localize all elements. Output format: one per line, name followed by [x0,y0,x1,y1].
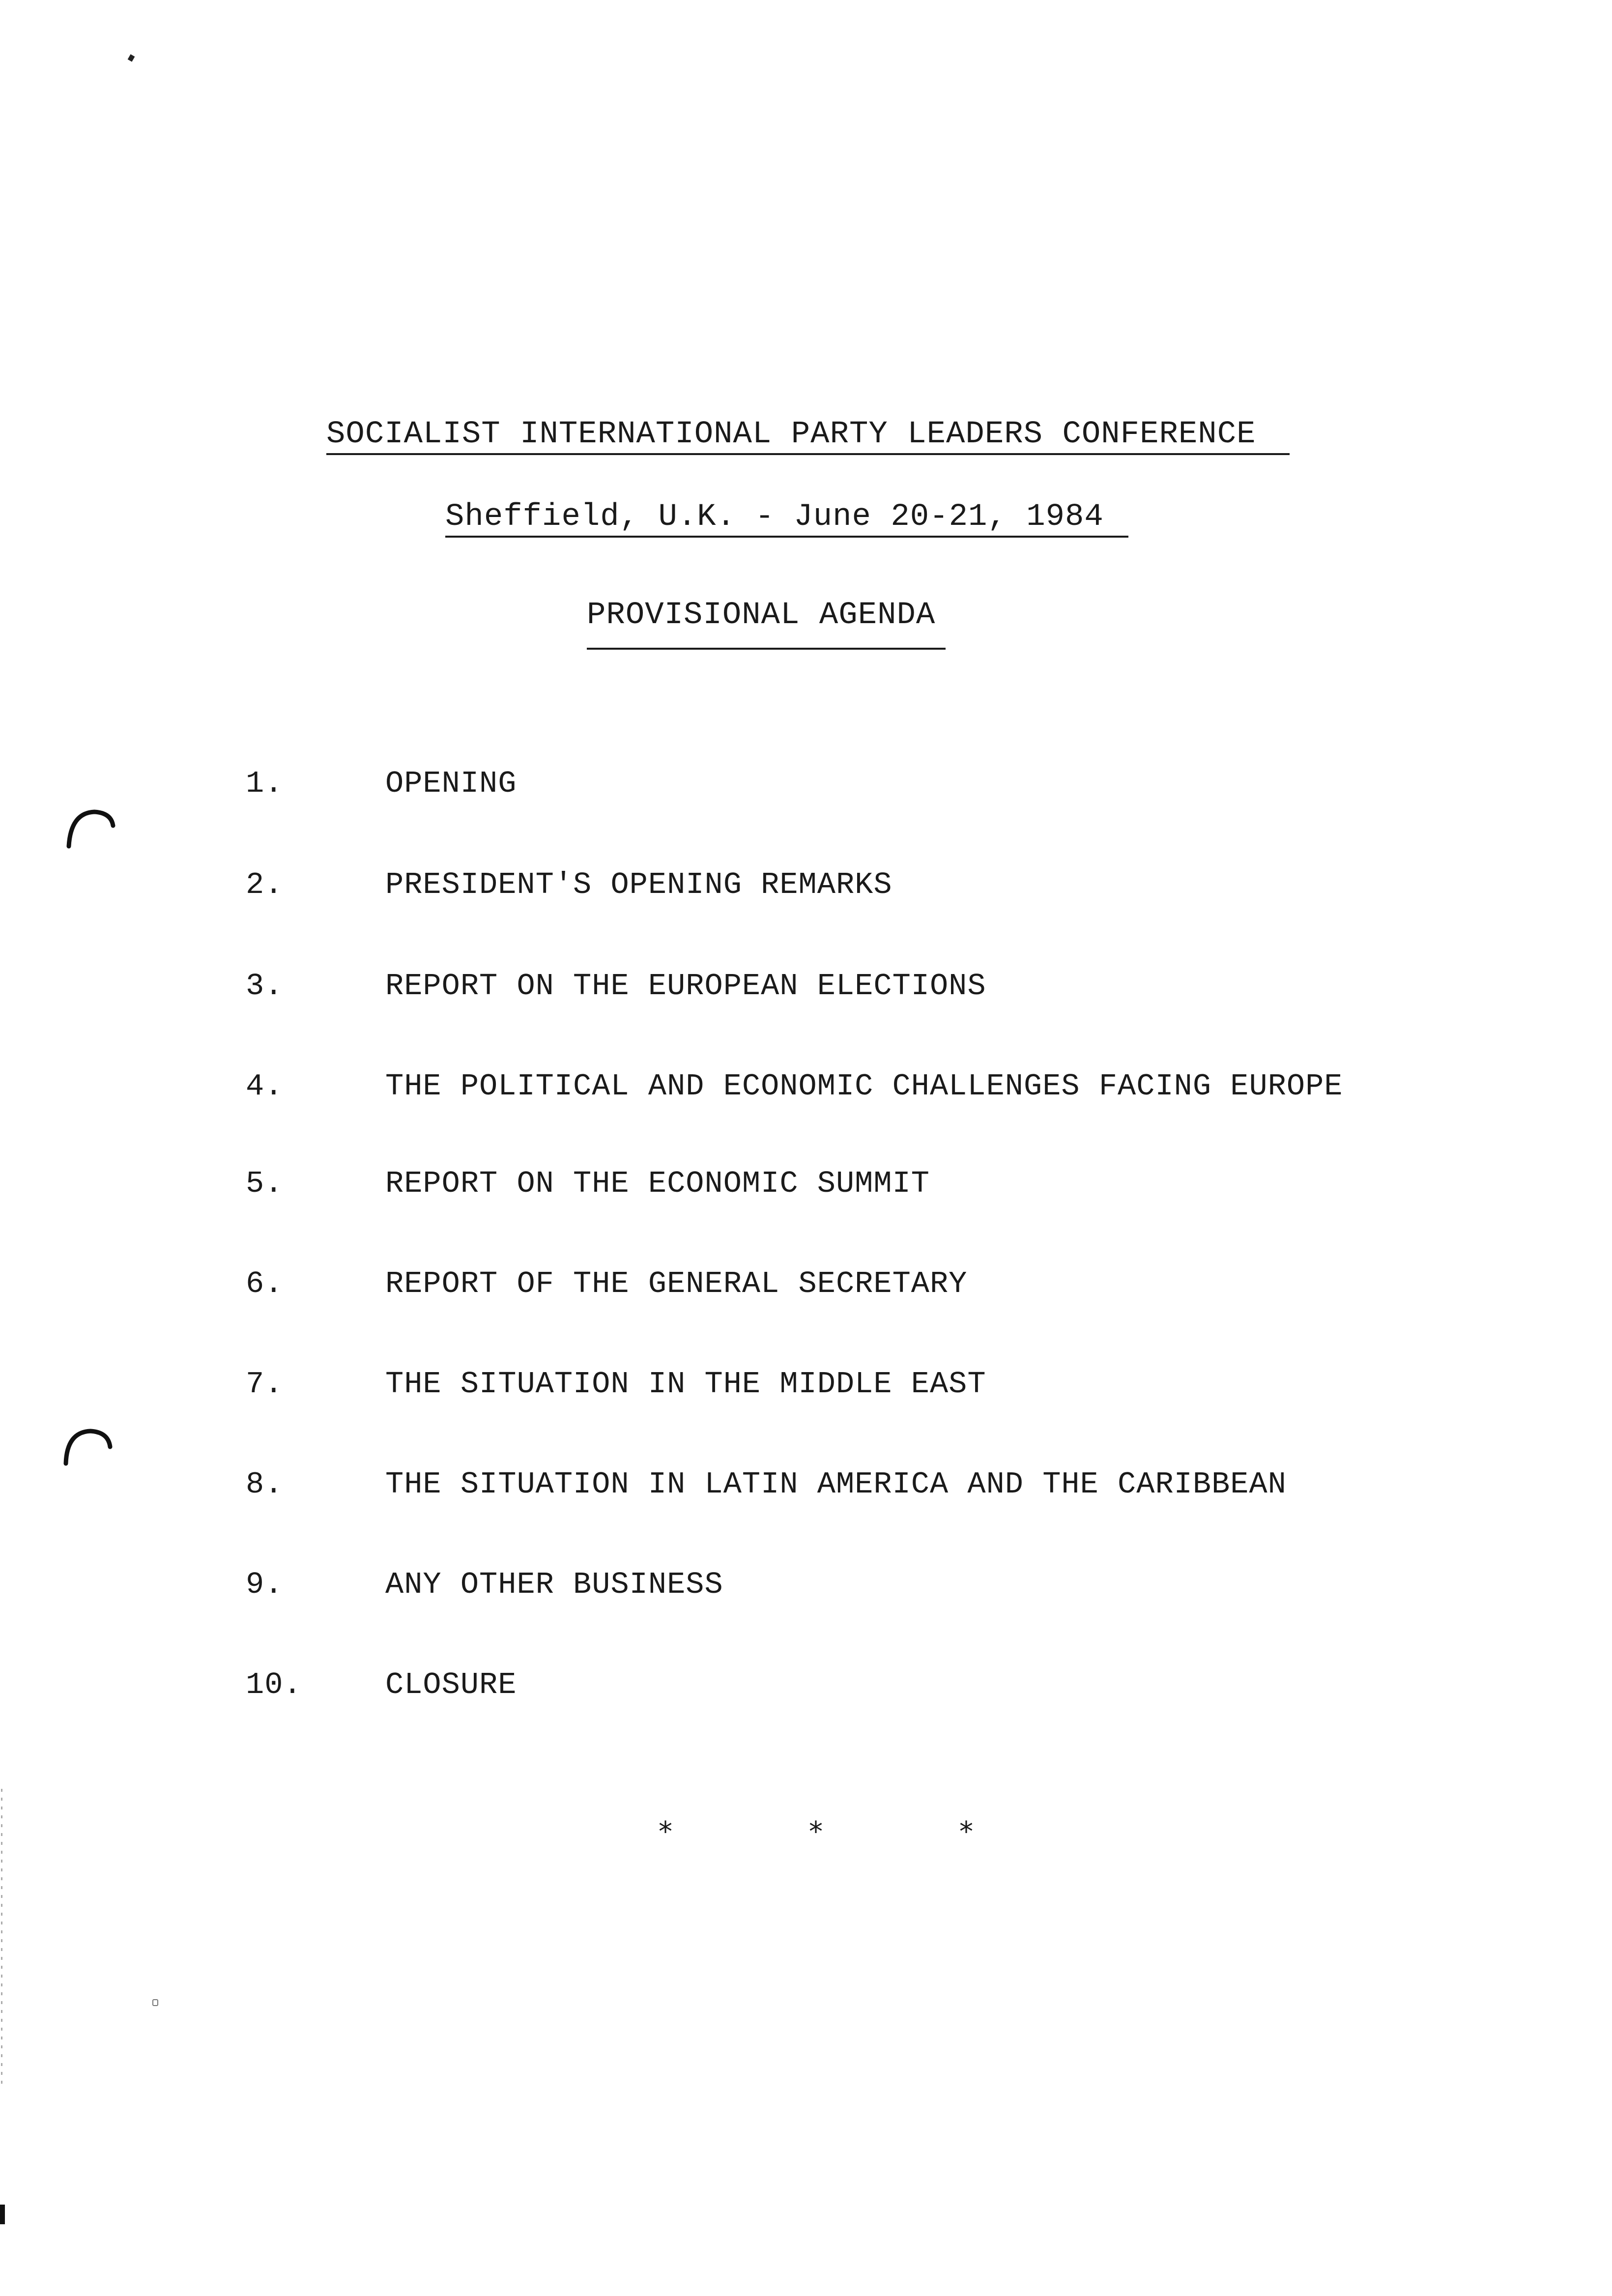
agenda-item-text: THE SITUATION IN LATIN AMERICA AND THE CARIBBEAN [385,1467,1287,1502]
agenda-item-number: 7. [246,1367,284,1402]
conference-title-underline [326,453,1290,455]
star-mark: * [659,1816,672,1848]
location-date-underline [445,536,1128,538]
agenda-item-number: 10. [246,1667,302,1702]
agenda-item-text: CLOSURE [385,1667,517,1702]
star-mark: * [959,1816,973,1848]
star-mark: * [809,1816,823,1848]
punch-hole-arc-lower [61,1425,115,1469]
agenda-item-number: 1. [246,766,284,801]
agenda-item-text: THE POLITICAL AND ECONOMIC CHALLENGES FACING EUROPE [385,1069,1343,1104]
punch-hole-arc-upper [64,806,118,850]
scan-speck [128,54,135,61]
agenda-item-number: 6. [246,1266,284,1301]
conference-title: SOCIALIST INTERNATIONAL PARTY LEADERS CONFERENCE [326,417,1256,452]
edge-dots [1,1789,2,2084]
agenda-item-number: 2. [246,867,284,902]
agenda-item-number: 4. [246,1069,284,1104]
scan-speck [152,1999,158,2006]
agenda-item-text: ANY OTHER BUSINESS [385,1567,723,1602]
agenda-item-text: THE SITUATION IN THE MIDDLE EAST [385,1367,986,1402]
agenda-item-text: REPORT ON THE EUROPEAN ELECTIONS [385,969,986,1004]
page-subtitle: PROVISIONAL AGENDA [587,598,936,633]
agenda-item-text: REPORT ON THE ECONOMIC SUMMIT [385,1166,930,1201]
agenda-item-number: 5. [246,1166,284,1201]
agenda-item-number: 8. [246,1467,284,1502]
agenda-item-text: REPORT OF THE GENERAL SECRETARY [385,1266,968,1301]
page-subtitle-underline [587,648,946,650]
agenda-item-text: OPENING [385,766,517,801]
agenda-item-text: PRESIDENT'S OPENING REMARKS [385,867,892,902]
closing-stars [659,1818,973,1848]
agenda-item-number: 3. [246,969,284,1004]
agenda-item-number: 9. [246,1567,284,1602]
edge-bar [0,2205,5,2224]
location-date: Sheffield, U.K. - June 20-21, 1984 [445,499,1104,535]
